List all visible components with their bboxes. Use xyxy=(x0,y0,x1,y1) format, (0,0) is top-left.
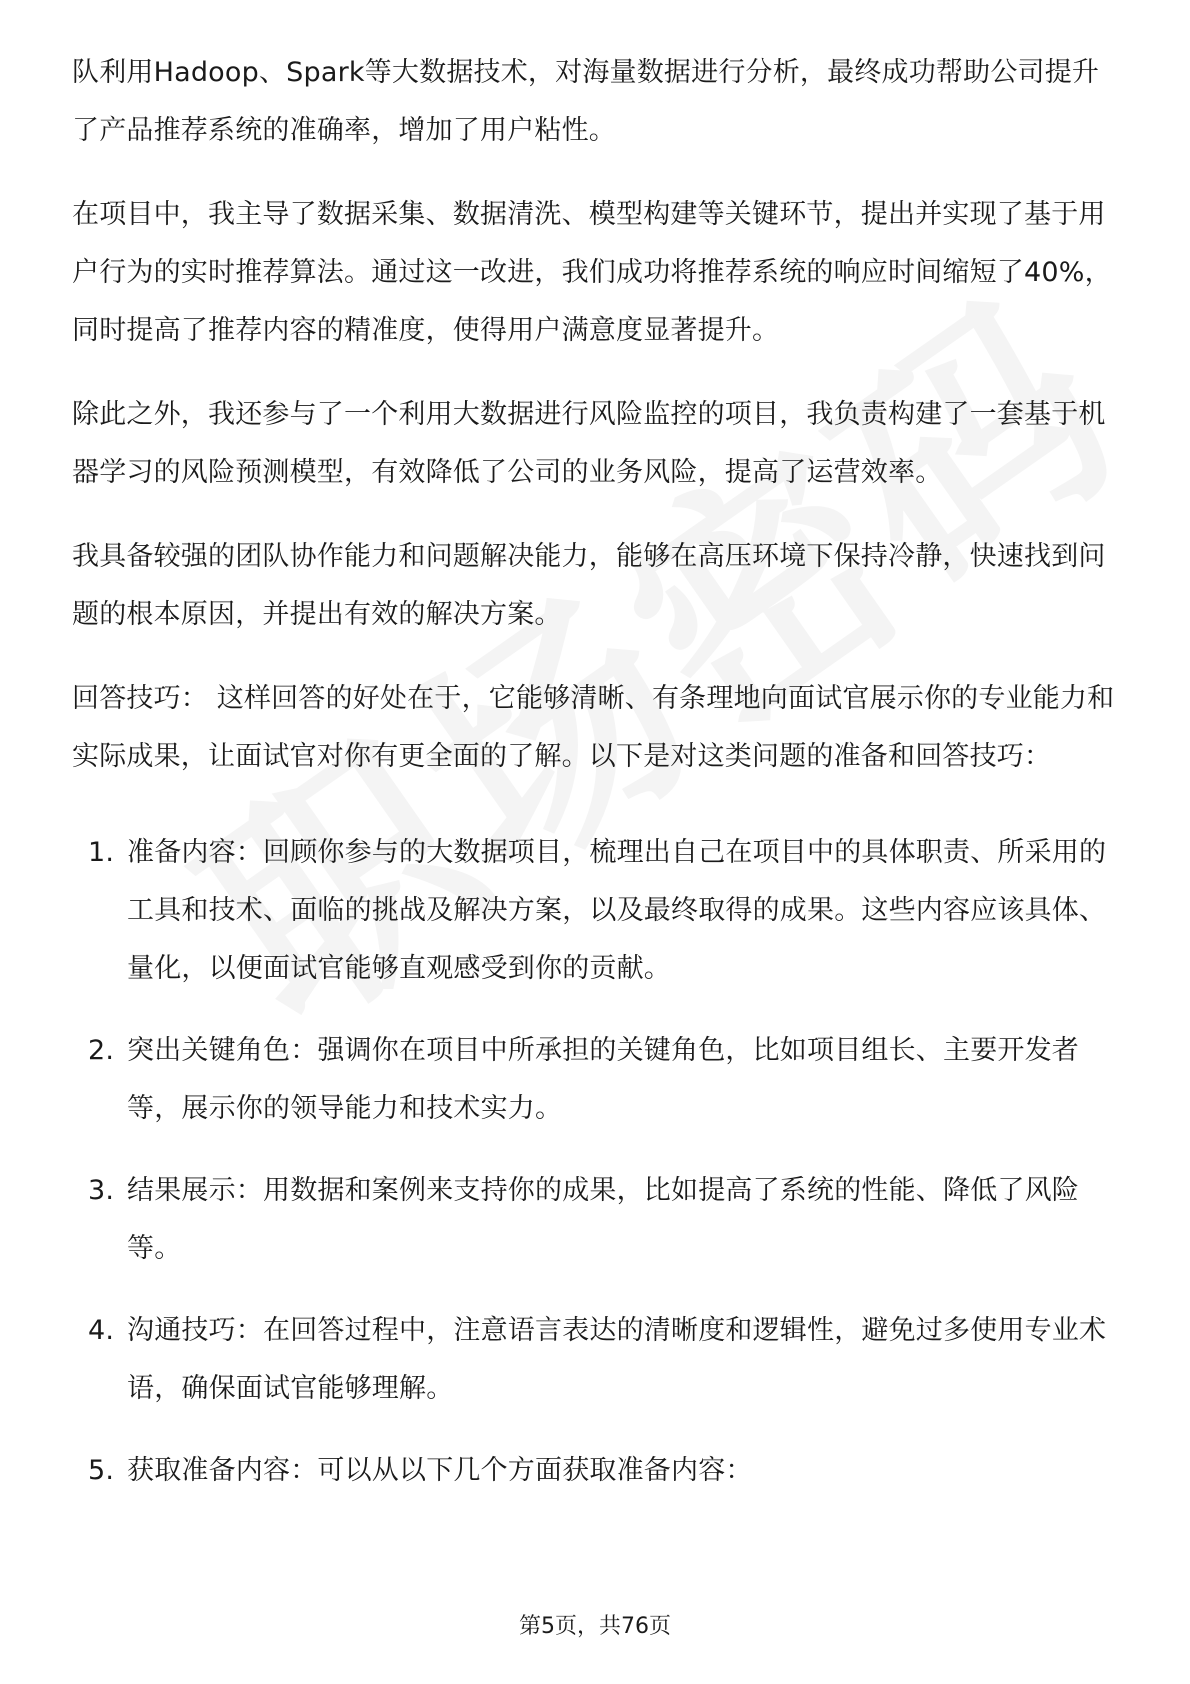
list-item xyxy=(72,824,1118,998)
paragraph: 除此之外，我还参与了一个利用大数据进行风险监控的项目，我负责构建了一套基于机器学习的风险预测模型，有效降低了公司的业务风险，提高了运营效率。 xyxy=(72,399,1106,488)
list-number: 2. xyxy=(88,1035,115,1066)
list-item xyxy=(72,1162,1118,1278)
page-number-footer: 第5页，共76页 xyxy=(519,1614,671,1639)
list-item-text: 沟通技巧：在回答过程中，注意语言表达的清晰度和逻辑性，避免过多使用专业术语，确保面试官能够理解。 xyxy=(127,1315,1107,1404)
list-number: 4. xyxy=(88,1315,115,1346)
paragraph: 在项目中，我主导了数据采集、数据清洗、模型构建等关键环节，提出并实现了基于用户行为的实时推荐算法。通过这一改进，我们成功将推荐系统的响应时间缩短了40%，同时提高了推荐内容的精准度，使得用户满意度显著提升。 xyxy=(72,199,1112,346)
list-item-text: 准备内容：回顾你参与的大数据项目，梳理出自己在项目中的具体职责、所采用的工具和技术、面临的挑战及解决方案，以及最终取得的成果。这些内容应该具体、量化，以便面试官能够直观感受到你的贡献。 xyxy=(127,837,1107,984)
list-item xyxy=(72,1302,1118,1418)
paragraph: 我具备较强的团队协作能力和问题解决能力，能够在高压环境下保持冷静，快速找到问题的根本原因，并提出有效的解决方案。 xyxy=(72,541,1106,630)
tips-list xyxy=(72,824,1118,1500)
list-number: 3. xyxy=(88,1175,115,1206)
answer-tips-paragraph: 回答技巧： 这样回答的好处在于，它能够清晰、有条理地向面试官展示你的专业能力和实际成果，让面试官对你有更全面的了解。以下是对这类问题的准备和回答技巧： xyxy=(72,683,1115,772)
list-item xyxy=(72,1022,1118,1138)
list-item-text: 突出关键角色：强调你在项目中所承担的关键角色，比如项目组长、主要开发者等，展示你的领导能力和技术实力。 xyxy=(127,1035,1079,1124)
list-item xyxy=(72,1442,1118,1500)
list-number: 5. xyxy=(88,1455,115,1486)
page-content xyxy=(72,44,1118,1524)
list-number: 1. xyxy=(88,837,115,868)
list-item-text: 获取准备内容：可以从以下几个方面获取准备内容： xyxy=(127,1455,753,1486)
list-item-text: 结果展示：用数据和案例来支持你的成果，比如提高了系统的性能、降低了风险等。 xyxy=(127,1175,1079,1264)
paragraph: 队利用Hadoop、Spark等大数据技术，对海量数据进行分析，最终成功帮助公司提升了产品推荐系统的准确率，增加了用户粘性。 xyxy=(72,57,1100,146)
